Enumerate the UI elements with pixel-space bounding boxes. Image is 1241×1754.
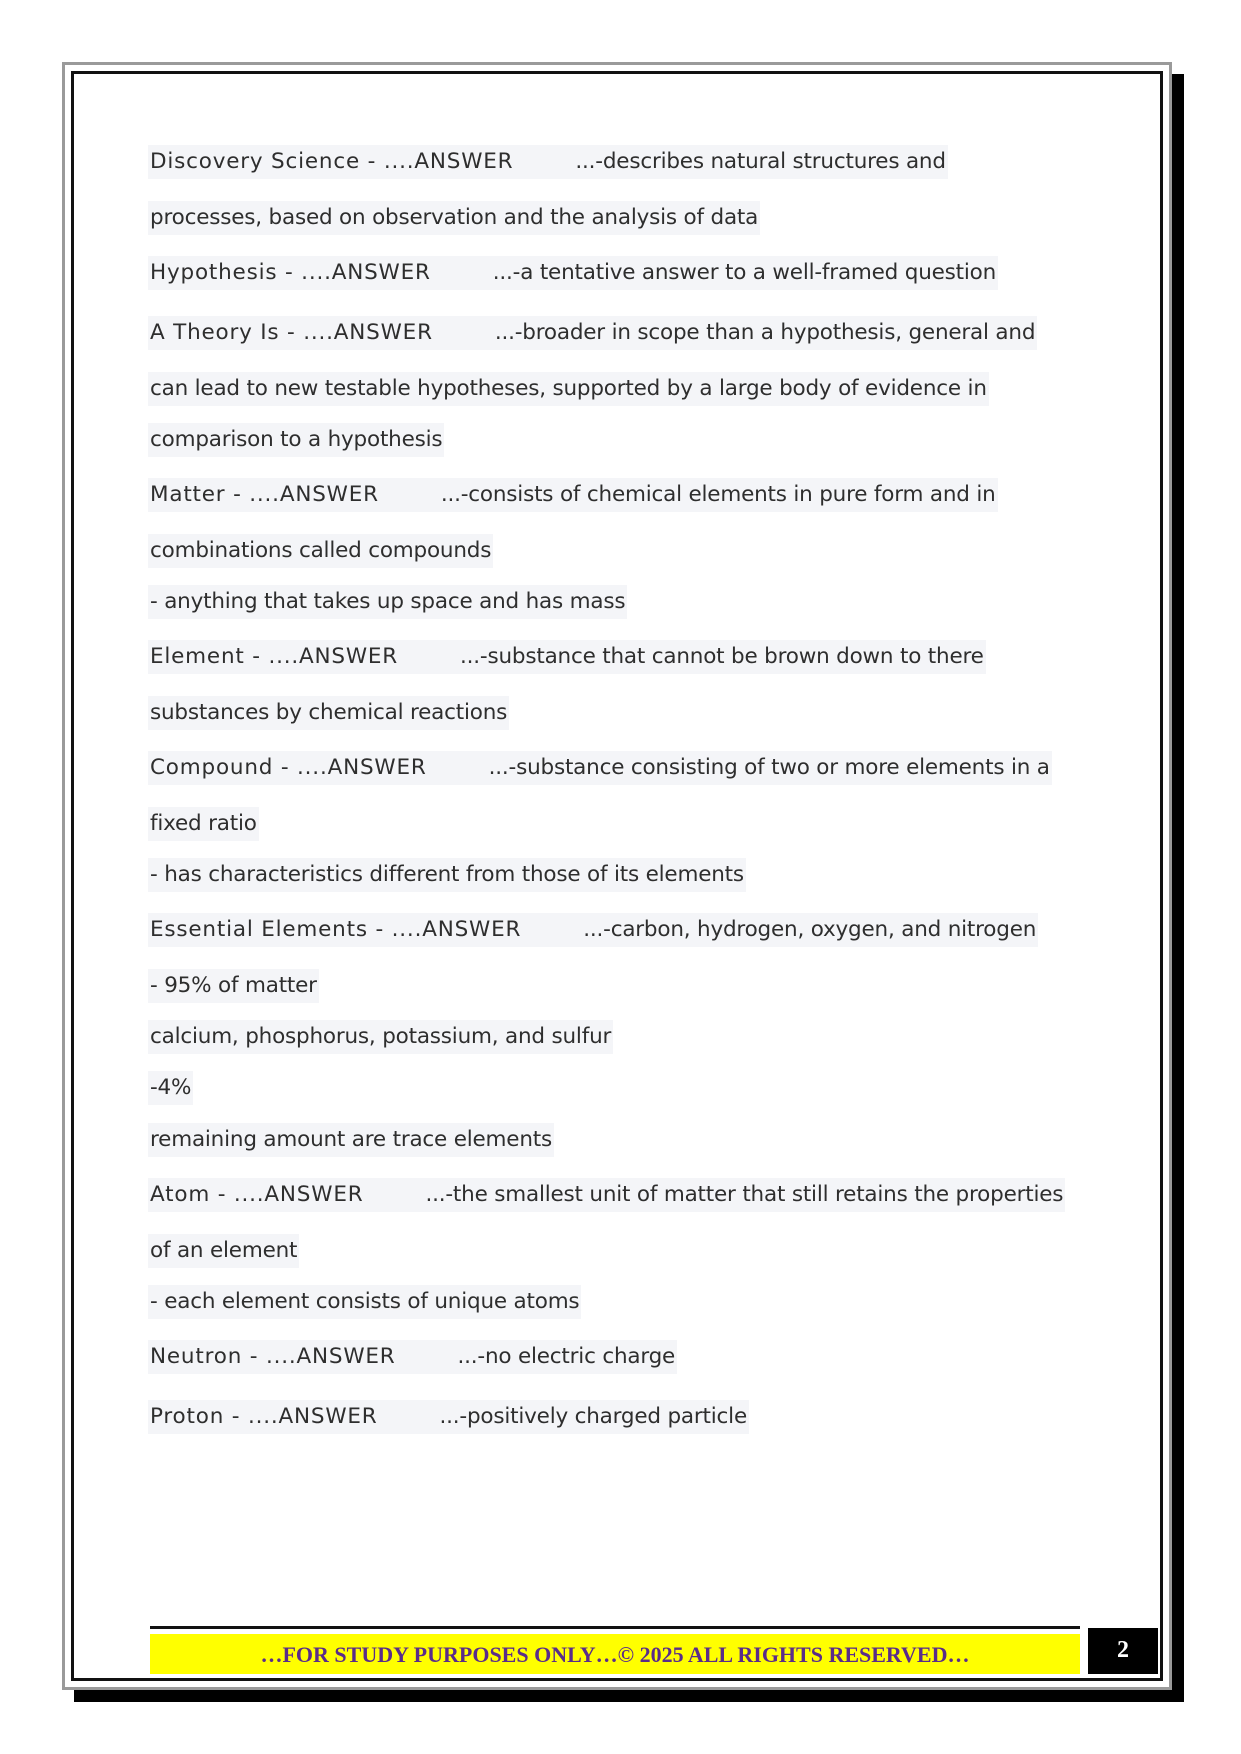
entry-term: Proton - ....ANSWER: [150, 1404, 378, 1429]
entry-term: Matter - ....ANSWER: [150, 482, 379, 507]
footer-notice: …FOR STUDY PURPOSES ONLY…© 2025 ALL RIGHTS RESERVED…: [150, 1634, 1080, 1674]
footer-rule: [150, 1626, 1080, 1629]
entry-answer: ...-a tentative answer to a well-framed question: [492, 260, 997, 285]
entry-continuation-line: substances by chemical reactions: [148, 696, 509, 730]
entry-term: Neutron - ....ANSWER: [150, 1344, 396, 1369]
entry-continuation-line: - 95% of matter: [148, 969, 319, 1003]
entry-answer: ...-positively charged particle: [439, 1404, 747, 1429]
entry-answer: ...-carbon, hydrogen, oxygen, and nitrogen: [583, 917, 1037, 942]
entry-term: Compound - ....ANSWER: [150, 755, 427, 780]
entry-line: [148, 256, 998, 290]
entry-continuation-line: of an element: [148, 1234, 299, 1268]
entry-term: Hypothesis - ....ANSWER: [150, 260, 431, 285]
entry-line: [148, 913, 1038, 947]
entry-line: [148, 1400, 749, 1434]
entry-continuation-line: comparison to a hypothesis: [148, 423, 444, 457]
entry-continuation-line: - has characteristics different from those of its elements: [148, 858, 746, 892]
entry-answer: ...-substance that cannot be brown down to there: [460, 644, 984, 669]
entry-answer: ...-broader in scope than a hypothesis, general and: [494, 320, 1036, 345]
entry-continuation-line: -4%: [148, 1071, 193, 1105]
entry-continuation-line: fixed ratio: [148, 807, 259, 841]
entry-line: [148, 145, 948, 179]
entry-continuation-line: remaining amount are trace elements: [148, 1123, 554, 1157]
entry-term: A Theory Is - ....ANSWER: [150, 320, 433, 345]
entry-term: Atom - ....ANSWER: [150, 1182, 364, 1207]
entry-answer: ...-no electric charge: [457, 1344, 676, 1369]
entry-answer: ...-the smallest unit of matter that still retains the properties: [425, 1182, 1064, 1207]
entry-answer: ...-substance consisting of two or more elements in a: [488, 755, 1050, 780]
entry-continuation-line: processes, based on observation and the analysis of data: [148, 201, 760, 235]
entry-continuation-line: can lead to new testable hypotheses, supported by a large body of evidence in: [148, 372, 989, 406]
entry-continuation-line: combinations called compounds: [148, 534, 493, 568]
entry-line: [148, 1178, 1065, 1212]
entry-term: Discovery Science - ....ANSWER: [150, 149, 514, 174]
entry-term: Essential Elements - ....ANSWER: [150, 917, 522, 942]
entry-line: [148, 316, 1037, 350]
page-number: 2: [1088, 1628, 1158, 1674]
entry-line: [148, 1340, 677, 1374]
entry-answer: ...-describes natural structures and: [575, 149, 946, 174]
entry-continuation-line: - each element consists of unique atoms: [148, 1285, 581, 1319]
entry-continuation-line: calcium, phosphorus, potassium, and sulfur: [148, 1020, 613, 1054]
entry-line: [148, 640, 986, 674]
entry-line: [148, 478, 998, 512]
entry-answer: ...-consists of chemical elements in pure form and in: [440, 482, 996, 507]
entry-term: Element - ....ANSWER: [150, 644, 398, 669]
entry-line: [148, 751, 1052, 785]
entry-continuation-line: - anything that takes up space and has mass: [148, 585, 627, 619]
